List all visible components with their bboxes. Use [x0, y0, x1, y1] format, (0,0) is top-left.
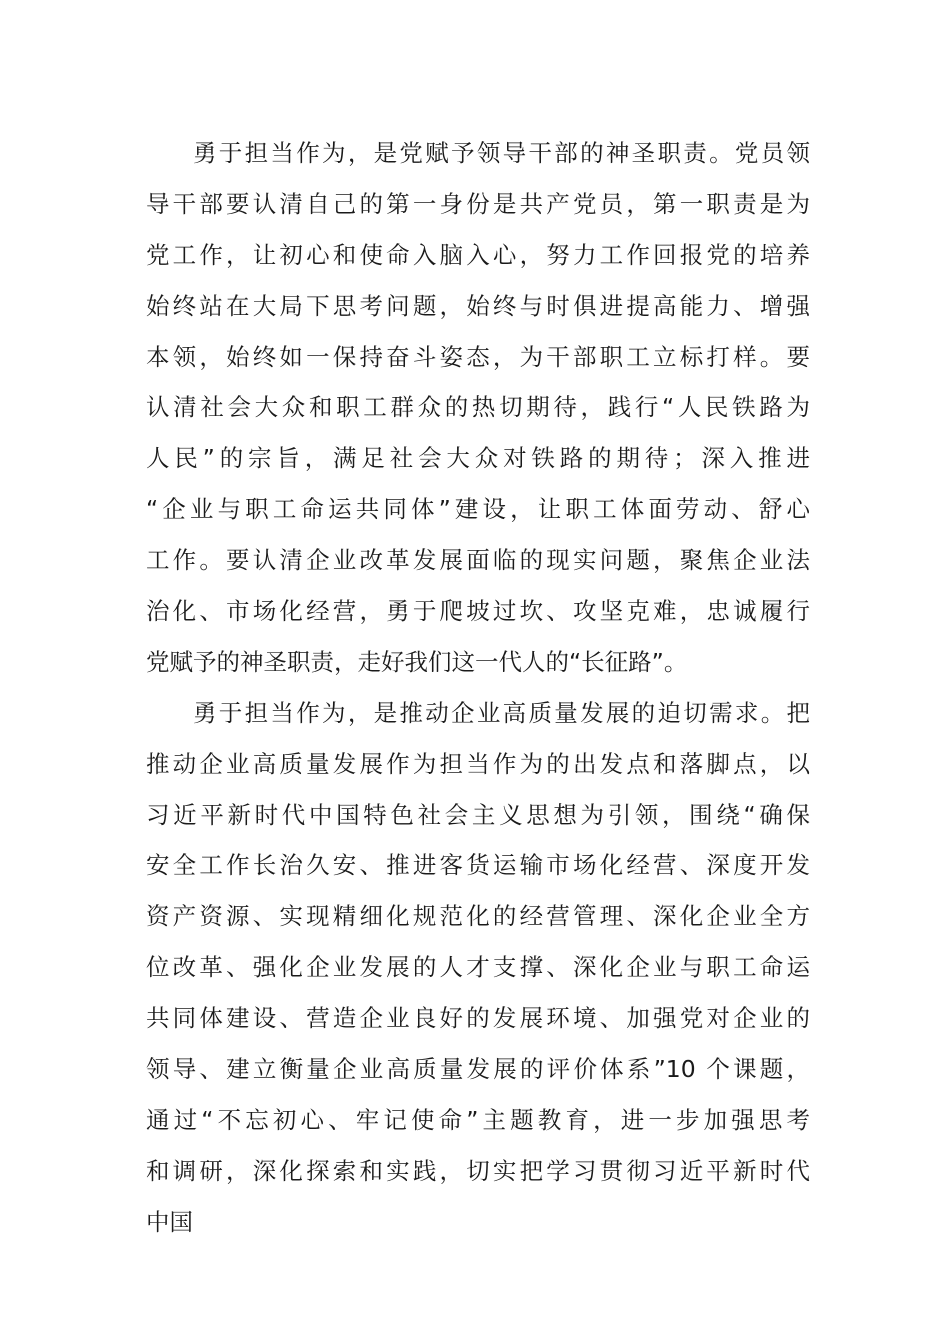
paragraph-2-line-3: 习近平新时代中国特色社会主义思想为引领，围绕“确保: [146, 800, 810, 829]
paragraph-1-line-2: 导干部要认清自己的第一身份是共产党员，第一职责是为: [146, 189, 810, 218]
paragraph-1-line-8: “企业与职工命运共同体”建设，让职工体面劳动、舒心: [146, 495, 810, 524]
paragraph-2-line-8: 领导、建立衡量企业高质量发展的评价体系”10 个课题，: [146, 1055, 810, 1084]
paragraph-1-line-3: 党工作，让初心和使命入脑入心，努力工作回报党的培养: [146, 240, 810, 269]
paragraph-2-line-4: 安全工作长治久安、推进客货运输市场化经营、深度开发: [146, 851, 810, 880]
paragraph-1-line-4: 始终站在大局下思考问题，始终与时俱进提高能力、增强: [146, 291, 810, 320]
paragraph-2-line-10: 和调研，深化探索和实践，切实把学习贯彻习近平新时代: [146, 1156, 810, 1185]
paragraph-1-line-11: 党赋予的神圣职责，走好我们这一代人的“长征路”。: [146, 647, 688, 676]
paragraph-1-line-10: 治化、市场化经营，勇于爬坡过坎、攻坚克难，忠诚履行: [146, 597, 810, 626]
paragraph-2-line-6: 位改革、强化企业发展的人才支撑、深化企业与职工命运: [146, 953, 810, 982]
paragraph-1-line-9: 工作。要认清企业改革发展面临的现实问题，聚焦企业法: [146, 546, 810, 575]
paragraph-1-line-5: 本领，始终如一保持奋斗姿态，为干部职工立标打样。要: [146, 342, 810, 371]
paragraph-2-line-2: 推动企业高质量发展作为担当作为的出发点和落脚点，以: [146, 749, 810, 778]
paragraph-1-line-1: 勇于担当作为，是党赋予领导干部的神圣职责。党员领: [193, 139, 810, 167]
paragraph-2-line-1: 勇于担当作为，是推动企业高质量发展的迫切需求。把: [193, 698, 810, 727]
paragraph-2-line-11: 中国: [146, 1207, 193, 1236]
paragraph-2-line-7: 共同体建设、营造企业良好的发展环境、加强党对企业的: [146, 1004, 810, 1033]
paragraph-1-line-6: 认清社会大众和职工群众的热切期待，践行“人民铁路为: [146, 393, 810, 422]
paragraph-2-line-9: 通过“不忘初心、牢记使命”主题教育，进一步加强思考: [146, 1105, 810, 1134]
paragraph-1-line-7: 人民”的宗旨，满足社会大众对铁路的期待；深入推进: [146, 444, 810, 473]
document-body: [146, 128, 810, 1248]
paragraph-2-line-5: 资产资源、实现精细化规范化的经营管理、深化企业全方: [146, 902, 810, 931]
